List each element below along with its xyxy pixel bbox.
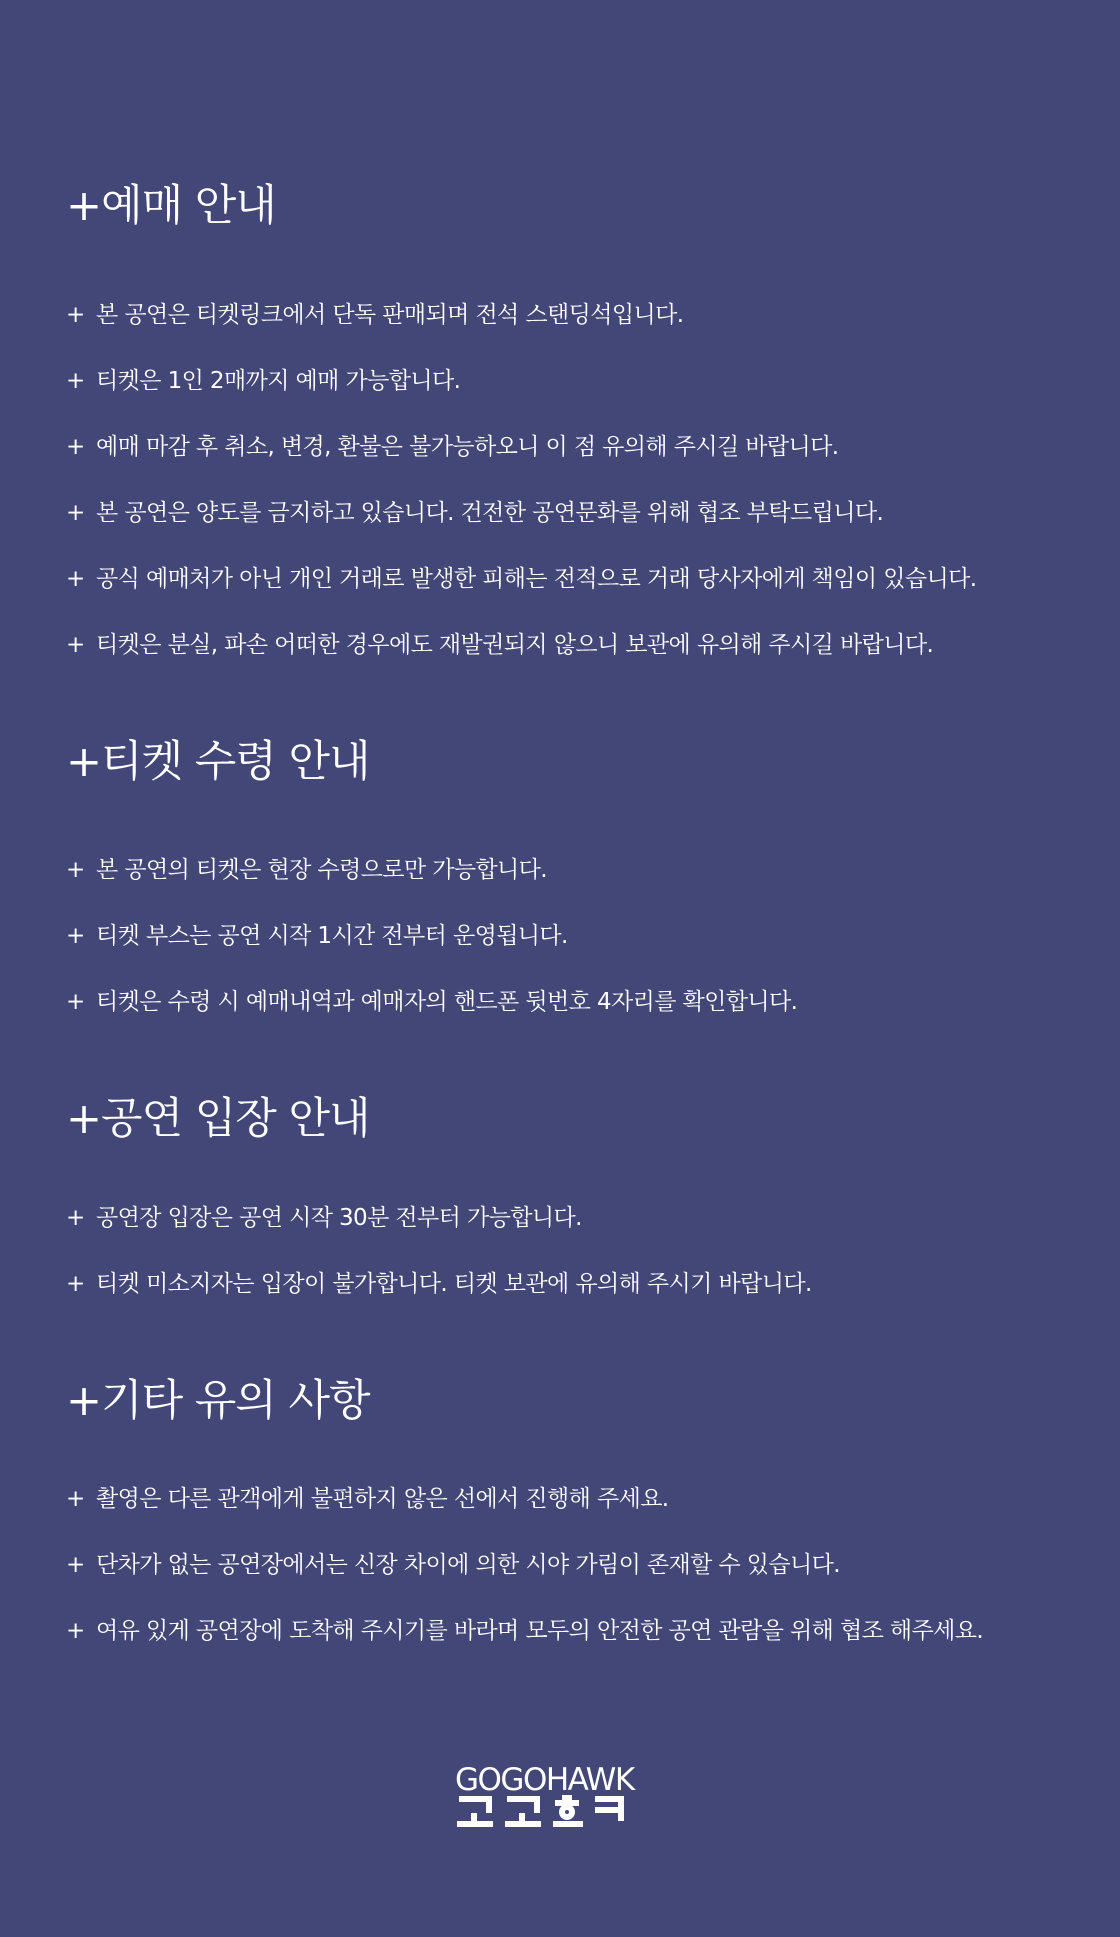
list-item-text: 촬영은 다른 관객에게 불편하지 않은 선에서 진행해 주세요. bbox=[96, 1486, 669, 1512]
list-item-text: 예매 마감 후 취소, 변경, 환불은 불가능하오니 이 점 유의해 주시길 바랍니다. bbox=[96, 434, 839, 460]
list-item bbox=[66, 1620, 983, 1643]
plus-bullet-icon: + bbox=[66, 989, 85, 1015]
list-item bbox=[66, 859, 547, 882]
list-item bbox=[66, 634, 933, 657]
hangul-logo-icon bbox=[455, 1795, 665, 1829]
plus-bullet-icon: + bbox=[66, 368, 85, 394]
list-item-text: 본 공연은 양도를 금지하고 있습니다. 건전한 공연문화를 위해 협조 부탁드립니다. bbox=[96, 500, 884, 526]
list-item-text: 티켓 미소지자는 입장이 불가합니다. 티켓 보관에 유의해 주시기 바랍니다. bbox=[96, 1271, 812, 1297]
list-item-text: 티켓은 수령 시 예매내역과 예매자의 핸드폰 뒷번호 4자리를 확인합니다. bbox=[96, 989, 798, 1015]
plus-bullet-icon: + bbox=[66, 1205, 85, 1231]
list-item-text: 공연장 입장은 공연 시작 30분 전부터 가능합니다. bbox=[96, 1205, 582, 1231]
list-item-text: 본 공연의 티켓은 현장 수령으로만 가능합니다. bbox=[96, 857, 548, 883]
list-item bbox=[66, 1273, 812, 1296]
plus-bullet-icon: + bbox=[66, 500, 85, 526]
logo-wordmark: GOGOHAWK bbox=[455, 1762, 634, 1798]
list-item-text: 티켓 부스는 공연 시작 1시간 전부터 운영됩니다. bbox=[96, 923, 568, 949]
plus-bullet-icon: + bbox=[66, 857, 85, 883]
plus-bullet-icon: + bbox=[66, 302, 85, 328]
section-title-other-notes: +기타 유의 사항 bbox=[66, 1376, 370, 1426]
list-item bbox=[66, 1207, 582, 1230]
plus-bullet-icon: + bbox=[66, 1271, 85, 1297]
list-item-text: 여유 있게 공연장에 도착해 주시기를 바라며 모두의 안전한 공연 관람을 위해 협조 해주세요. bbox=[96, 1618, 984, 1644]
plus-bullet-icon: + bbox=[66, 1486, 85, 1512]
section-title-entry: +공연 입장 안내 bbox=[66, 1094, 370, 1144]
list-item-text: 본 공연은 티켓링크에서 단독 판매되며 전석 스탠딩석입니다. bbox=[96, 302, 684, 328]
plus-bullet-icon: + bbox=[66, 1552, 85, 1578]
list-item-text: 단차가 없는 공연장에서는 신장 차이에 의한 시야 가림이 존재할 수 있습니다. bbox=[96, 1552, 840, 1578]
list-item bbox=[66, 1554, 840, 1577]
list-item bbox=[66, 436, 839, 459]
list-item bbox=[66, 370, 460, 393]
list-item-text: 공식 예매처가 아닌 개인 거래로 발생한 피해는 전적으로 거래 당사자에게 책임이 있습니다. bbox=[96, 566, 977, 592]
plus-bullet-icon: + bbox=[66, 632, 85, 658]
list-item bbox=[66, 925, 568, 948]
list-item bbox=[66, 568, 976, 591]
list-item bbox=[66, 991, 797, 1014]
plus-bullet-icon: + bbox=[66, 434, 85, 460]
list-item-text: 티켓은 1인 2매까지 예매 가능합니다. bbox=[96, 368, 461, 394]
list-item bbox=[66, 304, 683, 327]
section-title-ticket-pickup: +티켓 수령 안내 bbox=[66, 737, 370, 787]
list-item bbox=[66, 502, 883, 525]
list-item bbox=[66, 1488, 669, 1511]
section-title-booking: +예매 안내 bbox=[66, 181, 276, 231]
plus-bullet-icon: + bbox=[66, 1618, 85, 1644]
plus-bullet-icon: + bbox=[66, 566, 85, 592]
gogohawk-logo bbox=[455, 1762, 665, 1829]
plus-bullet-icon: + bbox=[66, 923, 85, 949]
list-item-text: 티켓은 분실, 파손 어떠한 경우에도 재발권되지 않으니 보관에 유의해 주시길 바랍니다. bbox=[96, 632, 934, 658]
